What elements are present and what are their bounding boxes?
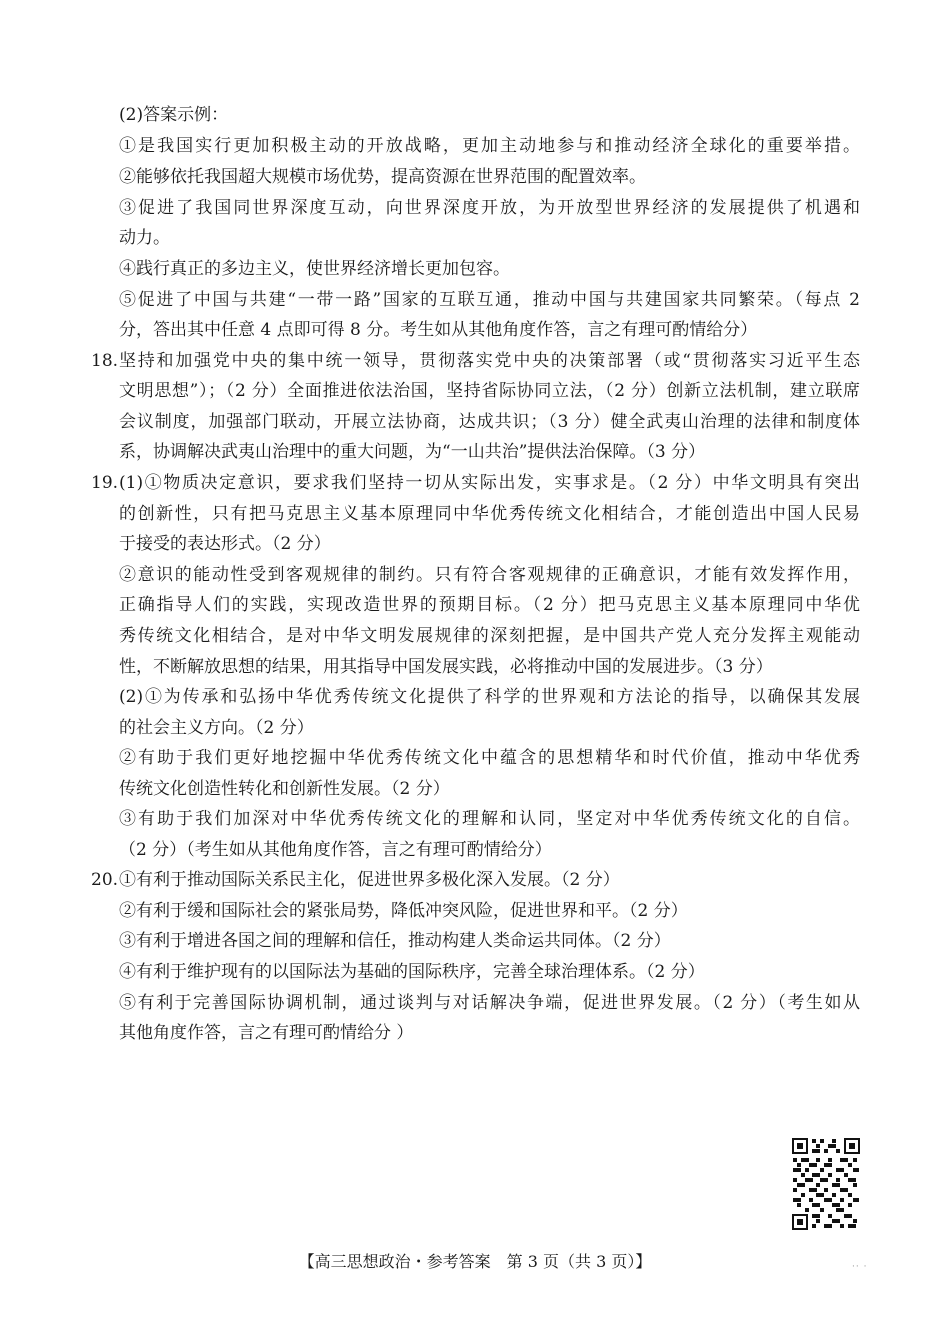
q19-p2-line-4: 性，不断解放思想的结果，用其指导中国发展实践，必将推动中国的发展进步。（3 分） <box>119 657 773 677</box>
q17-part2-heading: (2)答案示例： <box>119 105 229 125</box>
q17-point-3-line-2: 动力。 <box>119 228 170 248</box>
q19-p4-line-1: ②有助于我们更好地挖掘中华优秀传统文化中蕴含的思想精华和时代价值，推动中华优秀 <box>119 748 860 768</box>
q18-number: 18. <box>91 351 119 371</box>
q17-point-3-line-1: ③促进了我国同世界深度互动，向世界深度开放，为开放型世界经济的发展提供了机遇和 <box>119 198 860 218</box>
q18-line-4: 系，协调解决武夷山治理中的重大问题，为“一山共治”提供法治保障。（3 分） <box>119 442 706 462</box>
q17-point-1: ①是我国实行更加积极主动的开放战略，更加主动地参与和推动经济全球化的重要举措。 <box>119 136 860 156</box>
q17-point-5-line-2: 分，答出其中任意 4 点即可得 8 分。考生如从其他角度作答，言之有理可酌情给分） <box>119 320 758 340</box>
q17-point-2: ②能够依托我国超大规模市场优势，提高资源在世界范围的配置效率。 <box>119 167 646 187</box>
q20-point-1: ①有利于推动国际关系民主化，促进世界多极化深入发展。（2 分） <box>119 870 620 890</box>
q19-p2-line-2: 正确指导人们的实践，实现改造世界的预期目标。（2 分）把马克思主义基本原理同中华优 <box>119 595 860 615</box>
q19-p4-line-2: 传统文化创造性转化和创新性发展。（2 分） <box>119 779 450 799</box>
q18-line-1: 坚持和加强党中央的集中统一领导，贯彻落实党中央的决策部署（或“贯彻落实习近平生态 <box>119 351 860 371</box>
scan-mark: ·· · <box>852 1262 868 1272</box>
q20-point-5-line-1: ⑤有利于完善国际协调机制，通过谈判与对话解决争端，促进世界发展。（2 分）（考生如从 <box>119 993 860 1013</box>
q19-p2-line-3: 秀传统文化相结合，是对中华文明发展规律的深刻把握，是中国共产党人充分发挥主观能动 <box>119 626 860 646</box>
q19-p2-line-1: ②意识的能动性受到客观规律的制约。只有符合客观规律的正确意识，才能有效发挥作用， <box>119 565 860 585</box>
q20-point-5-line-2: 其他角度作答，言之有理可酌情给分 ） <box>119 1023 414 1043</box>
q18-line-3: 会议制度，加强部门联动，开展立法协商，达成共识；（3 分）健全武夷山治理的法律和制度体 <box>119 412 860 432</box>
q19-number: 19. <box>91 473 119 493</box>
q19-p3-line-2: 的社会主义方向。（2 分） <box>119 718 314 738</box>
page-footer: 【高三思想政治・参考答案 第 3 页（共 3 页）】 <box>298 1252 652 1271</box>
q19-p1-line-3: 于接受的表达形式。（2 分） <box>119 534 331 554</box>
q20-point-2: ②有利于缓和国际社会的紧张局势，降低冲突风险，促进世界和平。（2 分） <box>119 901 688 921</box>
q19-p5-line-2: （2 分）（考生如从其他角度作答，言之有理可酌情给分） <box>119 840 552 860</box>
q19-p3-line-1: (2)①为传承和弘扬中华优秀传统文化提供了科学的世界观和方法论的指导，以确保其发展 <box>119 687 860 707</box>
qr-code-icon <box>791 1137 861 1231</box>
q17-point-5-line-1: ⑤促进了中国与共建“一带一路”国家的互联互通，推动中国与共建国家共同繁荣。（每点 2 <box>119 290 860 310</box>
q19-p1-line-2: 的创新性，只有把马克思主义基本原理同中华优秀传统文化相结合，才能创造出中国人民易 <box>119 504 860 524</box>
q17-point-4: ④践行真正的多边主义，使世界经济增长更加包容。 <box>119 259 510 279</box>
q20-number: 20. <box>91 870 119 890</box>
q18-line-2: 文明思想”）；（2 分）全面推进依法治国，坚持省际协同立法，（2 分）创新立法机制，建立联席 <box>119 381 860 401</box>
q19-p1-line-1: (1)①物质决定意识，要求我们坚持一切从实际出发，实事求是。（2 分）中华文明具有突出 <box>119 473 860 493</box>
q20-point-4: ④有利于维护现有的以国际法为基础的国际秩序，完善全球治理体系。（2 分） <box>119 962 705 982</box>
q20-point-3: ③有利于增进各国之间的理解和信任，推动构建人类命运共同体。（2 分） <box>119 931 671 951</box>
q19-p5-line-1: ③有助于我们加深对中华优秀传统文化的理解和认同，坚定对中华优秀传统文化的自信。 <box>119 809 860 829</box>
